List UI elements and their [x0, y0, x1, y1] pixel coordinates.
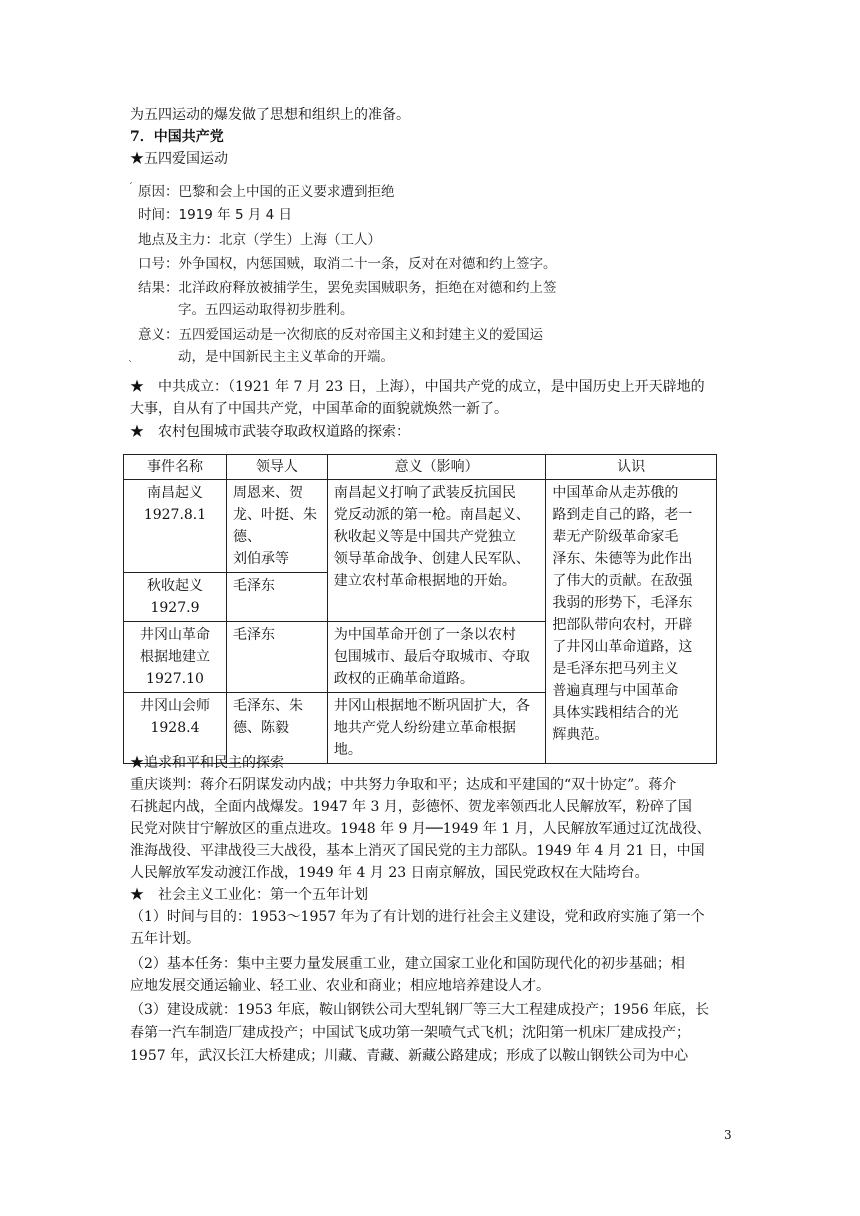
may4-slogan: 口号：外争国权，内惩国贼，取消二十一条，反对在对德和约上签字。 — [138, 256, 557, 272]
peace-heading: ★追求和平和民主的探索 — [130, 755, 284, 771]
may4-heading: ★五四爱国运动 — [130, 151, 228, 167]
leaders-jinggangshan-meeting: 毛泽东、朱 德、陈毅 — [226, 693, 327, 764]
may4-result-2: 字。五四运动取得初步胜利。 — [178, 302, 354, 318]
cpc-para-1: ★ 中共成立：（1921 年 7 月 23 日，上海），中国共产党的成立，是中国历史上开天辟地的 — [130, 379, 705, 395]
leaders-autumn-harvest: 毛泽东 — [226, 573, 327, 622]
may4-result-1: 结果：北洋政府释放被捕学生，罢免卖国贼职务，拒绝在对德和约上签 — [138, 280, 557, 296]
may4-meaning-2: 动，是中国新民主主义革命的开端。 — [178, 349, 394, 365]
page-number: 3 — [724, 1128, 732, 1142]
significance-nanchang-autumn: 南昌起义打响了武装反抗国民 党反动派的第一枪。南昌起义、 秋收起义等是中国共产党独立 领导革命战争、创建人民军队、 建立农村革命根据地的开始。 — [327, 480, 545, 622]
may4-reason: 原因：巴黎和会上中国的正义要求遭到拒绝 — [138, 184, 395, 200]
revolution-table — [123, 454, 717, 764]
may4-meaning-1: 意义：五四爱国运动是一次彻底的反对帝国主义和封建主义的爱国运 — [138, 327, 543, 343]
scan-mark-top: ˊ — [128, 182, 133, 193]
table-row — [124, 480, 717, 573]
table-header-row — [124, 455, 717, 480]
peace-line-4: 淮海战役、平津战役三大战役，基本上消灭了国民党的主力部队。1949 年 4 月 21 日，中国 — [130, 843, 705, 859]
industry-line-2: 五年计划。 — [130, 931, 200, 947]
leaders-nanchang: 周恩来、贺 龙、叶挺、朱 德、 刘伯承等 — [226, 480, 327, 573]
scan-mark-bottom: ˋ — [128, 360, 133, 371]
peace-line-2: 石挑起内战，全面内战爆发。1947 年 3 月，彭德怀、贺龙率领西北人民解放军，粉碎了国 — [130, 799, 692, 815]
peace-line-1: 重庆谈判：蒋介石阴谋发动内战；中共努力争取和平；达成和平建国的“双十协定”。蒋介 — [130, 777, 677, 793]
may4-scanned-box — [128, 180, 568, 370]
industry-line-6: 春第一汽车制造厂建成投产；中国试飞成功第一架喷气式飞机；沈阳第一机床厂建成投产； — [130, 1025, 690, 1041]
industry-line-4: 应地发展交通运输业、轻工业、农业和商业；相应地培养建设人才。 — [130, 978, 550, 994]
header-understanding: 认识 — [546, 455, 717, 480]
industry-line-3: （2）基本任务：集中主要力量发展重工业，建立国家工业化和国防现代化的初步基础；相 — [130, 956, 685, 972]
leaders-jinggangshan-base: 毛泽东 — [226, 622, 327, 693]
industry-heading: ★ 社会主义工业化：第一个五年计划 — [130, 887, 368, 903]
header-leaders: 领导人 — [226, 455, 327, 480]
peace-line-3: 民党对陕甘宁解放区的重点进攻。1948 年 9 月──1949 年 1 月，人民解放军通过辽沈战役、 — [130, 821, 711, 837]
peace-line-5: 人民解放军发动渡江作战，1949 年 4 月 23 日南京解放，国民党政权在大陆垮台。 — [130, 865, 649, 881]
event-jinggangshan-base: 井冈山革命 根据地建立 1927.10 — [124, 622, 227, 693]
understanding-cell: 中国革命从走苏俄的 路到走自己的路，老一 辈无产阶级革命家毛 泽东、朱德等为此作出 了伟大的贡献。在敌强 我弱的形势下，毛泽东 把部队带向农村，开辟 了井冈山革命道路，这 是毛泽东把马列主义 普遍真理与中国革命 具体实践相结合的光 辉典范。 — [546, 480, 717, 764]
significance-jinggangshan-meeting: 井冈山根据地不断巩固扩大，各 地共产党人纷纷建立革命根据 地。 — [327, 693, 545, 764]
industry-line-5: （3）建设成就：1953 年底，鞍山钢铁公司大型轧钢厂等三大工程建成投产；1956 年底，长 — [130, 1002, 710, 1018]
may4-time: 时间：1919 年 5 月 4 日 — [138, 207, 292, 223]
header-significance: 意义（影响） — [327, 455, 545, 480]
significance-jinggangshan-base: 为中国革命开创了一条以农村 包围城市、最后夺取城市、夺取 政权的正确革命道路。 — [327, 622, 545, 693]
rural-heading: ★ 农村包围城市武装夺取政权道路的探索： — [130, 424, 410, 440]
section-title: 7．中国共产党 — [130, 129, 224, 145]
intro-line: 为五四运动的爆发做了思想和组织上的准备。 — [130, 107, 410, 123]
industry-line-1: （1）时间与目的：1953～1957 年为了有计划的进行社会主义建设，党和政府实施了第一个 — [130, 909, 705, 925]
header-event: 事件名称 — [124, 455, 227, 480]
event-autumn-harvest: 秋收起义 1927.9 — [124, 573, 227, 622]
event-nanchang: 南昌起义 1927.8.1 — [124, 480, 227, 573]
industry-line-7: 1957 年，武汉长江大桥建成；川藏、青藏、新藏公路建成；形成了以鞍山钢铁公司为中心 — [130, 1048, 689, 1064]
may4-place: 地点及主力：北京（学生）上海（工人） — [138, 232, 381, 248]
event-jinggangshan-meeting: 井冈山会师 1928.4 — [124, 693, 227, 764]
cpc-para-2: 大事，自从有了中国共产党，中国革命的面貌就焕然一新了。 — [130, 401, 508, 417]
